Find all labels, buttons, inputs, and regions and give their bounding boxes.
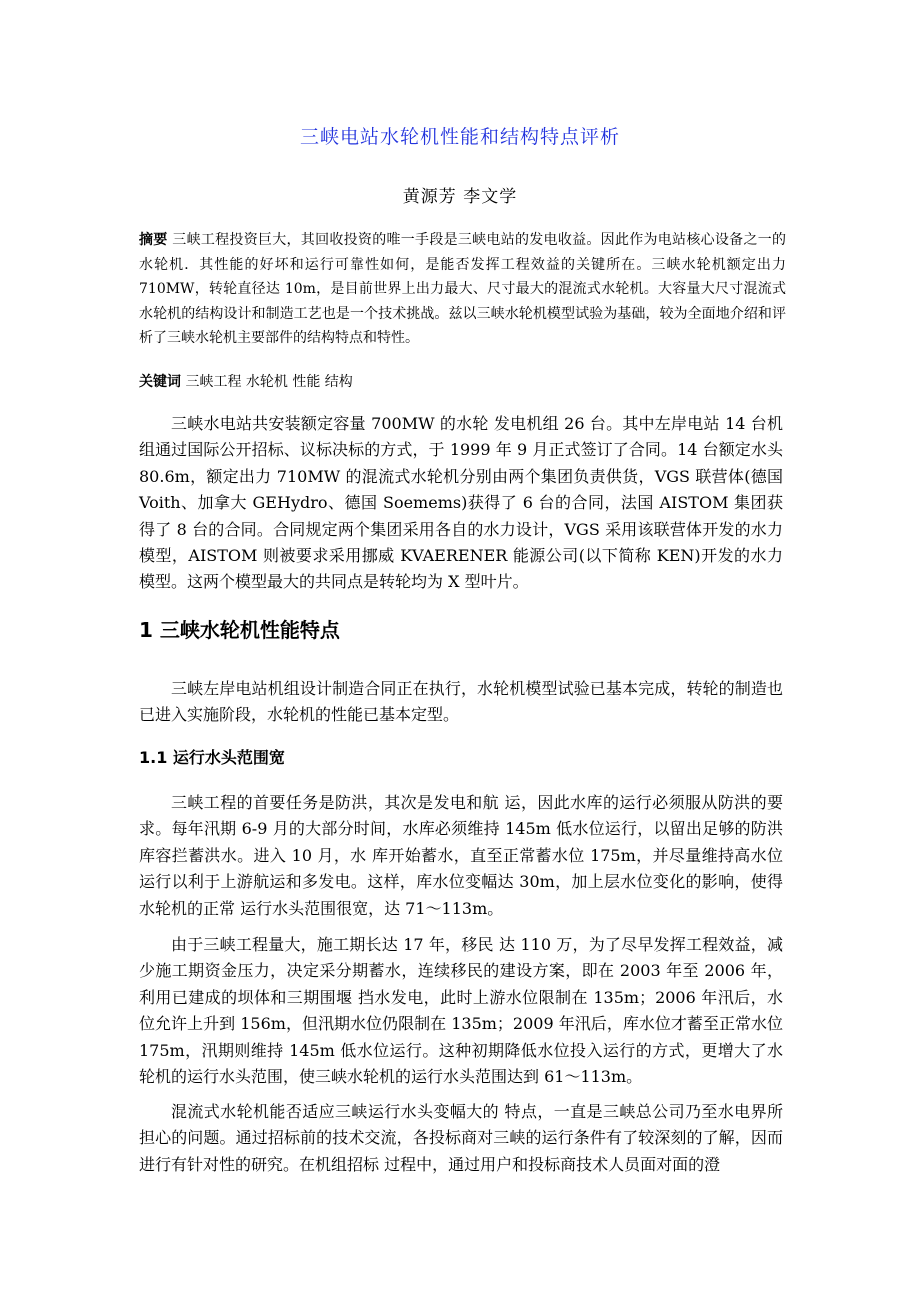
abstract-text: 三峡工程投资巨大，其回收投资的唯一手段是三峡电站的发电收益。因此作为电站核心设备之一的水轮机．其性能的好坏和运行可靠性如何，是能否发挥工程效益的关键所在。三峡水轮机额定出力 710MW，转轮直径达 10m，是目前世界上出力最大、尺寸最大的混流式水轮机。大容量大尺寸混流式水轮机的结构设计和制造工艺也是一个技术挑战。兹以三峡水轮机模型试验为基础，较为全面地介绍和评析了三峡水轮机主要部件的结构特点和特性。 [139, 232, 787, 346]
keywords-text: 三峡工程 水轮机 性能 结构 [185, 374, 353, 390]
keywords [139, 370, 786, 394]
intro-paragraph: 三峡水电站共安装额定容量 700MW 的水轮 发电机组 26 台。其中左岸电站 14 台机组通过国际公开招标、议标决标的方式，于 1999 年 9 月正式签订了合同。14 台额定水头 80.6m，额定出力 710MW 的混流式水轮机分别由两个集团负责供货，VGS 联营体(德国 Voith、加拿大 GEHydro、德国 Soemems)获得了 6 台的合同，法国 AISTOM 集团获得了 8 台的合同。合同规定两个集团采用各自的水力设计，VGS 采用该联营体开发的水力模型，AISTOM 则被要求采用挪威 KVAERENER 能源公司(以下简称 KEN)开发的水力模型。这两个模型最大的共同点是转轮均为 X 型叶片。 [139, 414, 783, 592]
section-1-heading: 1 三峡水轮机性能特点 [139, 618, 340, 642]
abstract-label: 摘要 [139, 232, 168, 248]
section-1-paragraph: 三峡左岸电站机组设计制造合同正在执行，水轮机模型试验已基本完成，转轮的制造也已进入实施阶段，水轮机的性能已基本定型。 [139, 679, 783, 725]
abstract [139, 228, 786, 351]
paper-authors: 黄源芳 李文学 [402, 187, 518, 207]
section-1-1-paragraph-1: 三峡工程的首要任务是防洪，其次是发电和航 运，因此水库的运行必须服从防洪的要求。每年汛期 6-9 月的大部分时间，水库必须维持 145m 低水位运行，以留出足够的防洪库容拦蓄洪水。进入 10 月，水 库开始蓄水，直至正常蓄水位 175m，并尽量维持高水位运行以利于上游航运和多发电。这样，库水位变幅达 30m，加上层水位变化的影响，使得水轮机的正常 运行水头范围很宽，达 71～113m。 [139, 793, 783, 918]
keywords-label: 关键词 [139, 374, 181, 390]
section-1-1-paragraph-3: 混流式水轮机能否适应三峡运行水头变幅大的 特点，一直是三峡总公司乃至水电界所担心的问题。通过招标前的技术交流，各投标商对三峡的运行条件有了较深刻的了解，因而进行有针对性的研究。在机组招标 过程中，通过用户和投标商技术人员面对面的澄 [139, 1102, 783, 1174]
paper-title: 三峡电站水轮机性能和结构特点评析 [299, 126, 620, 148]
section-1-1-paragraph-2: 由于三峡工程量大，施工期长达 17 年，移民 达 110 万，为了尽早发挥工程效益，减少施工期资金压力，决定采分期蓄水，连续移民的建设方案，即在 2003 年至 2006 年，利用已建成的坝体和三期围堰 挡水发电，此时上游水位限制在 135m；2006 年汛后，水位允许上升到 156m，但汛期水位仍限制在 135m；2009 年汛后，库水位才蓄至正常水位 175m，汛期则维持 145m 低水位运行。这种初期降低水位投入运行的方式，更增大了水轮机的运行水头范围，使三峡水轮机的运行水头范围达到 61～113m。 [139, 935, 783, 1087]
section-1-1-heading: 1.1 运行水头范围宽 [139, 748, 285, 767]
